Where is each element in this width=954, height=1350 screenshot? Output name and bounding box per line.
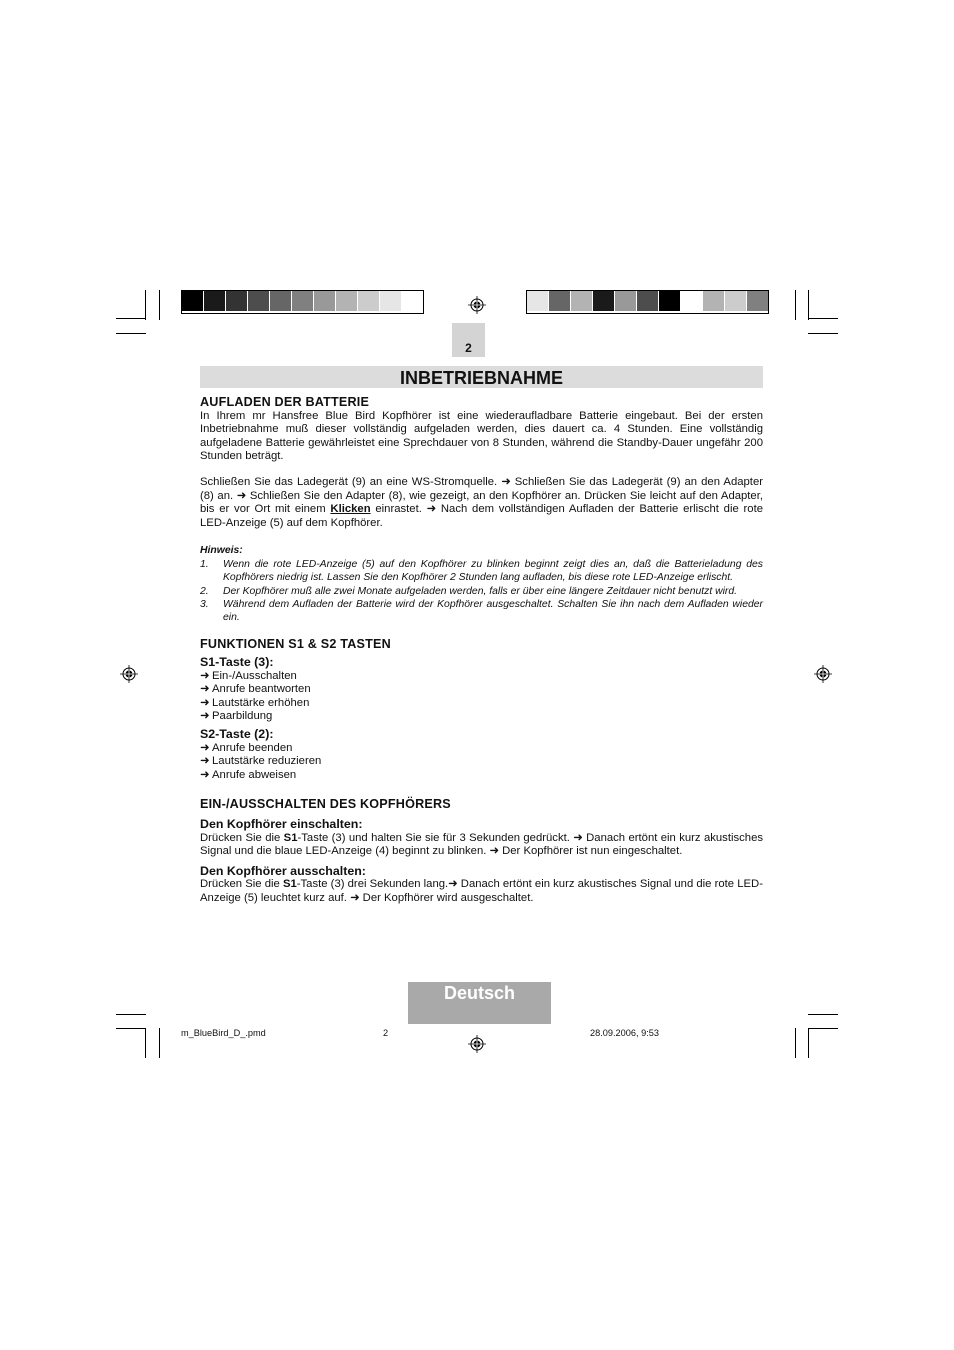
arrow-icon: ➜ [200, 683, 210, 696]
footer-page: 2 [383, 1028, 389, 1038]
color-swatch [681, 291, 703, 311]
page-number: 2 [452, 323, 485, 357]
paragraph-battery-intro: In Ihrem mr Hansfree Blue Bird Kopfhörer ist eine wiederaufladbare Batterie eingebaut. Bei der ersten Inbetriebnahme muß dieser vollständig aufgeladen werden, dies dauert ca. 4 Stunden. Eine vollständig aufgeladene Batterie gewährleistet eine Sprechdauer von 8 Stunden, während die Standby-Dauer ungefähr 200 Stunden beträgt. [200, 409, 763, 463]
color-swatch [747, 291, 768, 311]
subheading-s2: S2-Taste (2): [200, 726, 274, 741]
subheading-power-on: Den Kopfhörer einschalten: [200, 816, 363, 831]
color-bar-left [181, 290, 424, 314]
paragraph-power-on: Drücken Sie die S1-Taste (3) und halten Sie sie für 3 Sekunden gedrückt. ➜ Danach ertönt ein kurz akustisches Signal und die blaue LED-Anzeige (4) beginnt zu blinken. ➜ Der Kopfhörer ist nun eingeschaltet. [200, 831, 763, 858]
color-swatch [336, 291, 358, 311]
arrow-icon: ➜ [200, 710, 210, 723]
color-swatch [248, 291, 270, 311]
color-swatch [725, 291, 747, 311]
list-item: ➜ Ein-/Ausschalten [200, 669, 297, 682]
footer-filename: m_BlueBird_D_.pmd [181, 1028, 266, 1038]
registration-mark-icon [468, 1035, 486, 1053]
arrow-icon: ➜ [200, 669, 210, 682]
list-item: ➜ Lautstärke erhöhen [200, 696, 310, 709]
color-swatch [314, 291, 336, 311]
color-swatch [358, 291, 380, 311]
list-item: 2. Der Kopfhörer muß alle zwei Monate aufgeladen werden, falls er über eine längere Zeitdauer nicht benutzt wird. [200, 585, 738, 597]
color-swatch [270, 291, 292, 311]
color-swatch [226, 291, 248, 311]
note-heading: Hinweis: [200, 545, 243, 557]
paragraph-power-off: Drücken Sie die S1-Taste (3) drei Sekunden lang.➜ Danach ertönt ein kurz akustisches Signal und die rote LED-Anzeige (5) leuchtet kurz auf. ➜ Der Kopfhörer wird ausgeschaltet. [200, 878, 763, 904]
list-item: 1. Wenn die rote LED-Anzeige (5) auf den Kopfhörer zu blinken beginnt zeigt dies an, daß die Batterieladung des Kopfhörers niedrig ist. Lassen Sie den Kopfhörer 2 Stunden lang aufladen, bis diese rote LED-Anzeige erlischt. [200, 558, 763, 584]
emphasis-click: Klicken [330, 503, 371, 516]
arrow-icon: ➜ [200, 755, 210, 768]
list-item: ➜ Anrufe beenden [200, 741, 293, 754]
color-swatch [549, 291, 571, 311]
color-swatch [402, 291, 423, 311]
list-item: ➜ Anrufe abweisen [200, 768, 297, 781]
arrow-icon: ➜ [200, 768, 210, 781]
color-swatch [380, 291, 402, 311]
color-swatch [292, 291, 314, 311]
registration-mark-icon [814, 665, 832, 683]
language-tab: Deutsch [408, 982, 551, 1024]
color-swatch [615, 291, 637, 311]
list-item: 3. Während dem Aufladen der Batterie wird der Kopfhörer ausgeschaltet. Schalten Sie ihn nach dem Aufladen wieder ein. [200, 598, 763, 624]
registration-mark-icon [468, 296, 486, 314]
color-bar-right [526, 290, 769, 314]
footer-date: 28.09.2006, 9:53 [590, 1028, 659, 1038]
section-heading-buttons: FUNKTIONEN S1 & S2 TASTEN [200, 637, 391, 652]
s2-function-list [200, 742, 763, 783]
note-list [200, 558, 763, 624]
registration-mark-icon [120, 665, 138, 683]
subheading-power-off: Den Kopfhörer ausschalten: [200, 863, 366, 878]
main-content [200, 396, 763, 906]
color-swatch [593, 291, 615, 311]
list-item: ➜ Lautstärke reduzieren [200, 755, 322, 768]
s1-function-list [200, 670, 763, 724]
section-heading-charging: AUFLADEN DER BATTERIE [200, 395, 370, 409]
color-swatch [637, 291, 659, 311]
subheading-s1: S1-Taste (3): [200, 655, 274, 670]
color-swatch [571, 291, 593, 311]
arrow-icon: ➜ [200, 696, 210, 709]
list-item: ➜ Anrufe beantworten [200, 683, 311, 696]
arrow-icon: ➜ [200, 741, 210, 754]
color-swatch [659, 291, 681, 311]
paragraph-charging-steps: Schließen Sie das Ladegerät (9) an eine WS-Stromquelle. ➜ Schließen Sie das Ladegerät (9) an den Adapter (8) an. ➜ Schließen Sie den Adapter (8), wie gezeigt, an den Kopfhörer an. Drücken Sie leicht auf den Adapter, bis er vor Ort mit einem Klicken einrastet. ➜ Nach dem vollständigen Aufladen der Batterie erlischt die rote LED-Anzeige (5) auf dem Kopfhörer. [200, 475, 763, 529]
section-heading-power: EIN-/AUSSCHALTEN DES KOPFHÖRERS [200, 797, 451, 812]
color-swatch [527, 291, 549, 311]
page-title: INBETRIEBNAHME [200, 366, 763, 388]
color-swatch [703, 291, 725, 311]
color-swatch [204, 291, 226, 311]
color-swatch [182, 291, 204, 311]
list-item: ➜ Paarbildung [200, 710, 273, 723]
